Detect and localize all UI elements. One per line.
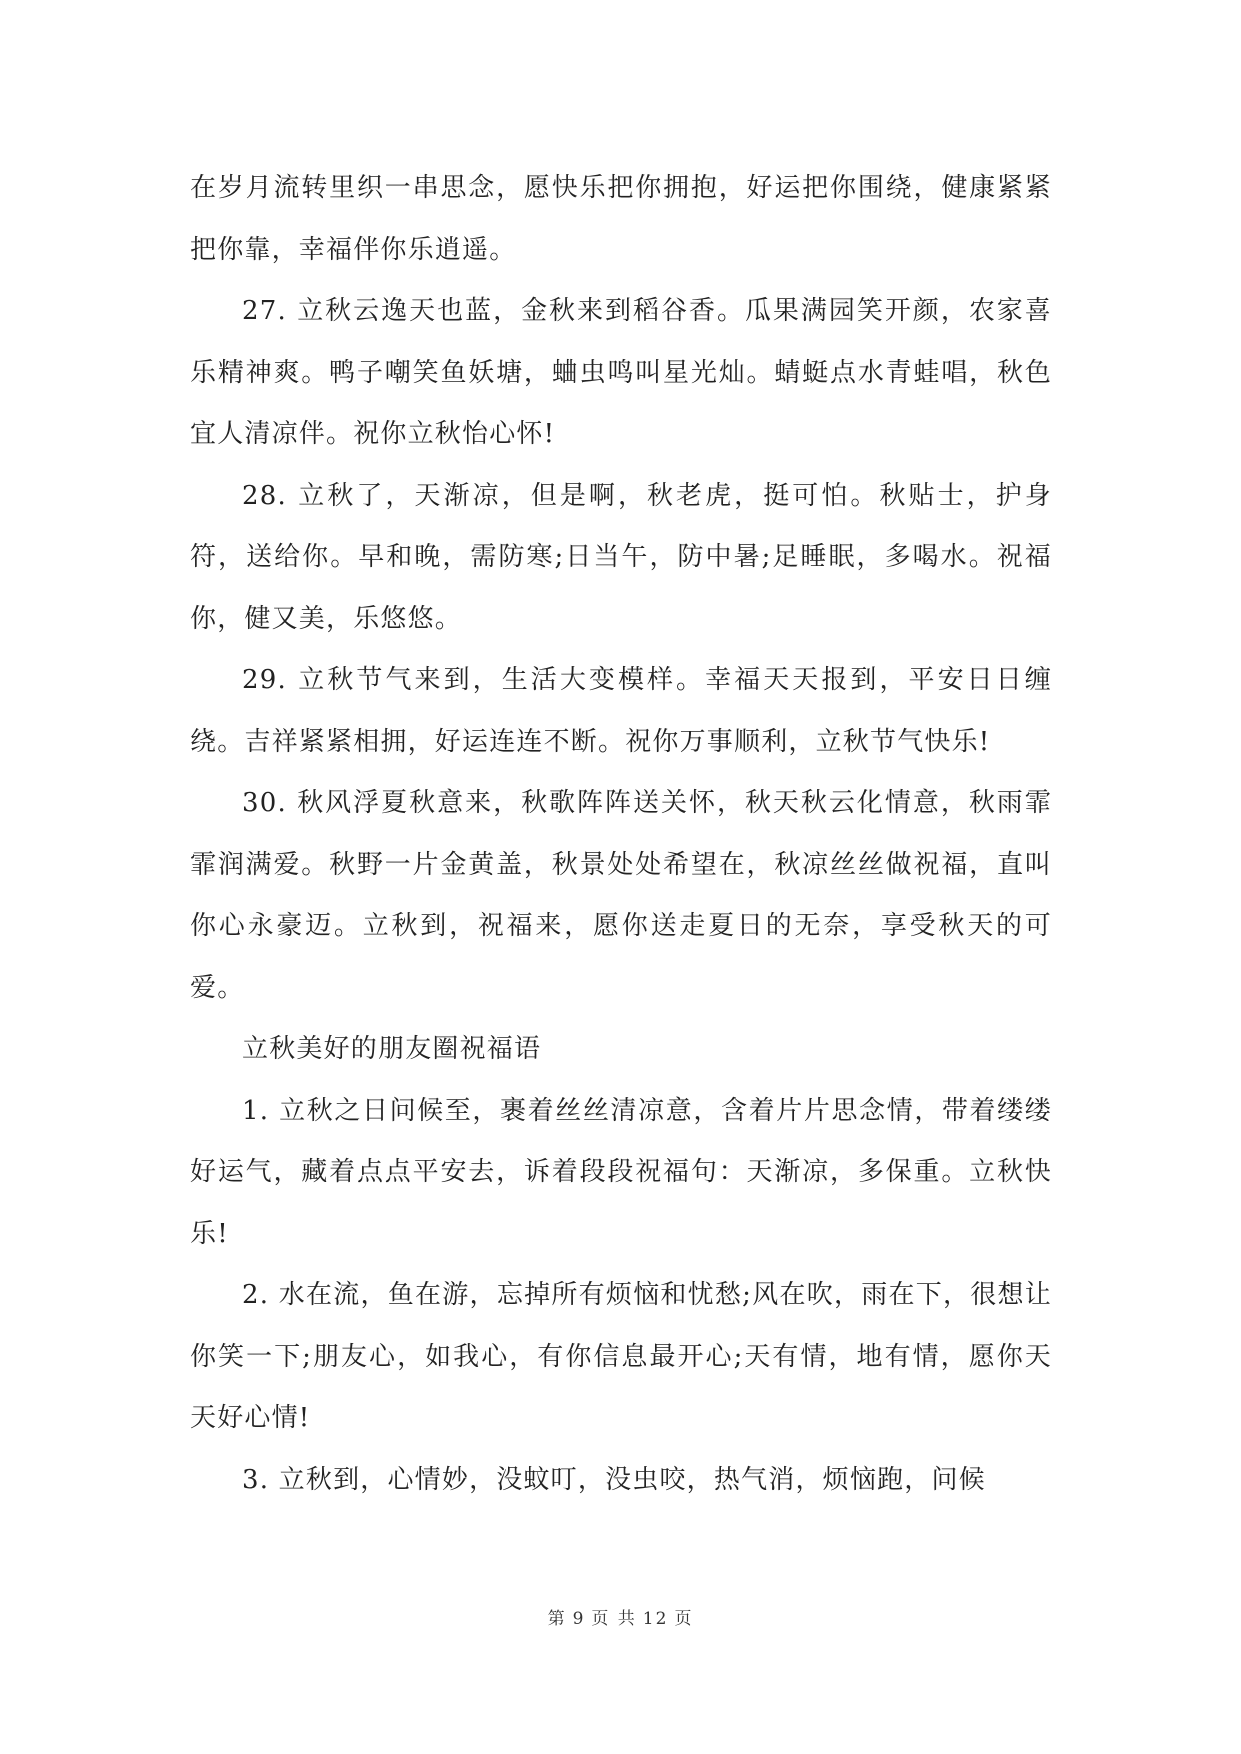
- page-footer: [0, 1604, 1241, 1629]
- paragraph-30: 30. 秋风浮夏秋意来，秋歌阵阵送关怀，秋天秋云化情意，秋雨霏霏润满爱。秋野一片金黄盖，秋景处处希望在，秋凉丝丝做祝福，直叫你心永豪迈。立秋到，祝福来，愿你送走夏日的无奈，享受秋天的可爱。: [190, 788, 1052, 1003]
- footer-middle: 页 共: [591, 1609, 637, 1629]
- page-content: [190, 158, 1052, 1511]
- paragraph-28: 28. 立秋了，天渐凉，但是啊，秋老虎，挺可怕。秋贴士，护身符，送给你。早和晚，需防寒;日当午，防中暑;足睡眠，多喝水。祝福你，健又美，乐悠悠。: [190, 480, 1052, 634]
- footer-suffix: 页: [674, 1609, 694, 1629]
- paragraph-continued: 在岁月流转里织一串思念，愿快乐把你拥抱，好运把你围绕，健康紧紧把你靠，幸福伴你乐逍遥。: [190, 173, 1052, 265]
- section-paragraph-2: 2. 水在流，鱼在游，忘掉所有烦恼和忧愁;风在吹，雨在下，很想让你笑一下;朋友心，如我心，有你信息最开心;天有情，地有情，愿你天天好心情!: [190, 1280, 1052, 1433]
- footer-total-pages: 12: [642, 1609, 669, 1629]
- paragraph-27: 27. 立秋云逸天也蓝，金秋来到稻谷香。瓜果满园笑开颜，农家喜乐精神爽。鸭子嘲笑鱼妖塘，蛐虫鸣叫星光灿。蜻蜓点水青蛙唱，秋色宜人清凉伴。祝你立秋怡心怀!: [190, 296, 1052, 449]
- section-paragraph-3: 3. 立秋到，心情妙，没蚊叮，没虫咬，热气消，烦恼跑，问候: [242, 1464, 986, 1495]
- footer-current-page: 9: [572, 1609, 586, 1629]
- paragraph-29: 29. 立秋节气来到，生活大变模样。幸福天天报到，平安日日缠绕。吉祥紧紧相拥，好运连连不断。祝你万事顺利，立秋节气快乐!: [190, 665, 1052, 757]
- footer-prefix: 第: [547, 1609, 567, 1629]
- section-paragraph-1: 1. 立秋之日问候至，裹着丝丝清凉意，含着片片思念情，带着缕缕好运气，藏着点点平安去，诉着段段祝福句：天渐凉，多保重。立秋快乐!: [190, 1095, 1052, 1249]
- section-heading: 立秋美好的朋友圈祝福语: [242, 1034, 542, 1064]
